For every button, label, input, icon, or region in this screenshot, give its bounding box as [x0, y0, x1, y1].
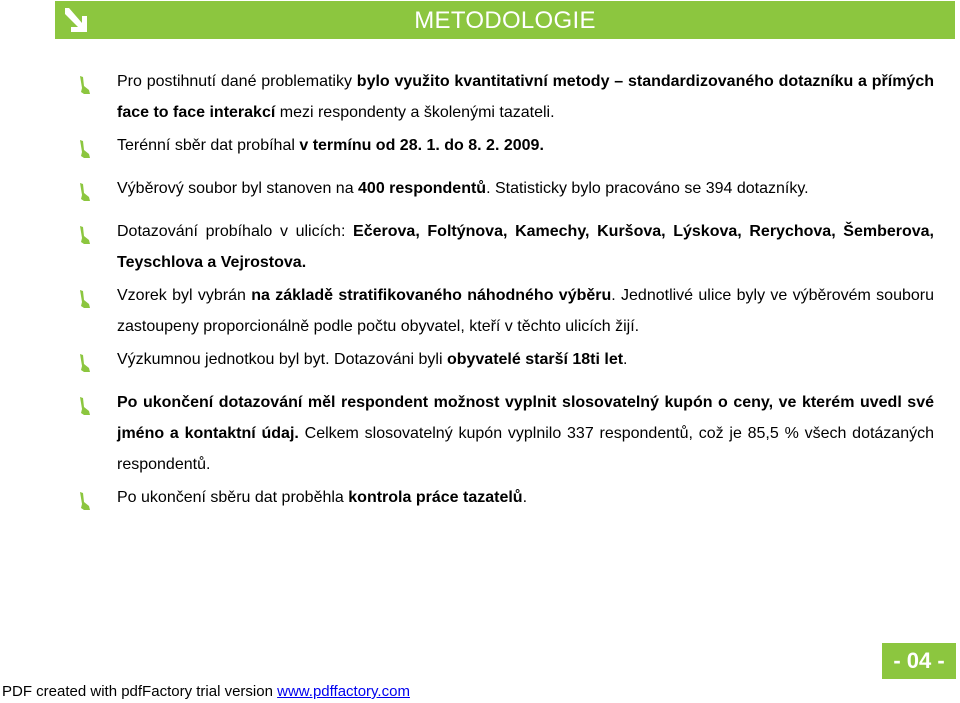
- list-item: [78, 387, 934, 480]
- list-item: [78, 173, 934, 204]
- bullet-text-run: 400 respondentů: [358, 180, 487, 197]
- checkmark-bullet-icon: [78, 352, 92, 374]
- bullet-text-run: .: [623, 351, 628, 368]
- bullet-text-run: Ečerova, Foltýnova, Kamechy, Kuršova, Lýskova, Rerychova, Šemberova, Teyschlova a Vejrostova.: [117, 223, 934, 271]
- bullet-text-run: Po ukončení dotazování měl respondent možnost vyplnit slosovatelný kupón o ceny, ve kterém uvedl své jméno a kontaktní údaj.: [117, 394, 934, 442]
- list-item: [78, 280, 934, 342]
- bullet-text-run: na základě stratifikovaného náhodného výběru: [251, 287, 612, 304]
- checkmark-bullet-icon: [78, 138, 92, 160]
- bullet-text-run: v termínu od 28. 1. do 8. 2. 2009.: [299, 137, 544, 154]
- slide-header: [55, 1, 955, 39]
- checkmark-bullet-icon: [78, 395, 92, 417]
- checkmark-bullet-icon: [78, 74, 92, 96]
- bullet-text-run: mezi respondenty a školenými tazateli.: [275, 104, 555, 121]
- bullet-text-run: Vzorek byl vybrán: [117, 287, 252, 304]
- bullet-text-run: obyvatelé starší 18ti let: [446, 351, 624, 368]
- bullet-text-run: Po ukončení sběru dat proběhla: [117, 489, 349, 506]
- bullet-text-run: .: [522, 489, 528, 506]
- page-number-badge: - 04 -: [882, 643, 956, 679]
- footer-link[interactable]: www.pdffactory.com: [277, 683, 410, 700]
- bullet-text-run: . Statisticky bylo pracováno se 394 dotazníky.: [486, 180, 809, 197]
- bullet-text-run: kontrola práce tazatelů: [348, 489, 523, 506]
- pdf-footer: [2, 683, 410, 701]
- methodology-list: [78, 66, 934, 525]
- checkmark-bullet-icon: [78, 490, 92, 512]
- list-item: [78, 344, 934, 375]
- bullet-text-run: bylo využito kvantitativní metody – standardizovaného dotazníku a přímých face to face interakcí: [117, 73, 934, 121]
- list-item: [78, 216, 934, 278]
- list-item: [78, 66, 934, 128]
- checkmark-bullet-icon: [78, 288, 92, 310]
- checkmark-bullet-icon: [78, 224, 92, 246]
- page-title: METODOLOGIE: [414, 7, 596, 34]
- bullet-text-run: Dotazování probíhalo v ulicích:: [117, 223, 354, 240]
- bullet-text-run: Pro postihnutí dané problematiky: [117, 73, 357, 90]
- list-item: [78, 130, 934, 161]
- footer-text: PDF created with pdfFactory trial version: [2, 683, 278, 700]
- bullet-text-run: Výběrový soubor byl stanoven na: [117, 180, 359, 197]
- list-item: [78, 482, 934, 513]
- bullet-text-run: Celkem slosovatelný kupón vyplnilo 337 respondentů, což je 85,5 % všech dotázaných respondentů.: [117, 425, 934, 473]
- bullet-text-run: . Jednotlivé ulice byly ve výběrovém souboru zastoupeny proporcionálně podle počtu obyvatel, kteří v těchto ulicích žijí.: [117, 287, 935, 335]
- bullet-text-run: Výzkumnou jednotkou byl byt. Dotazováni byli: [117, 351, 447, 368]
- checkmark-bullet-icon: [78, 181, 92, 203]
- bullet-text-run: Terénní sběr dat probíhal: [117, 137, 300, 154]
